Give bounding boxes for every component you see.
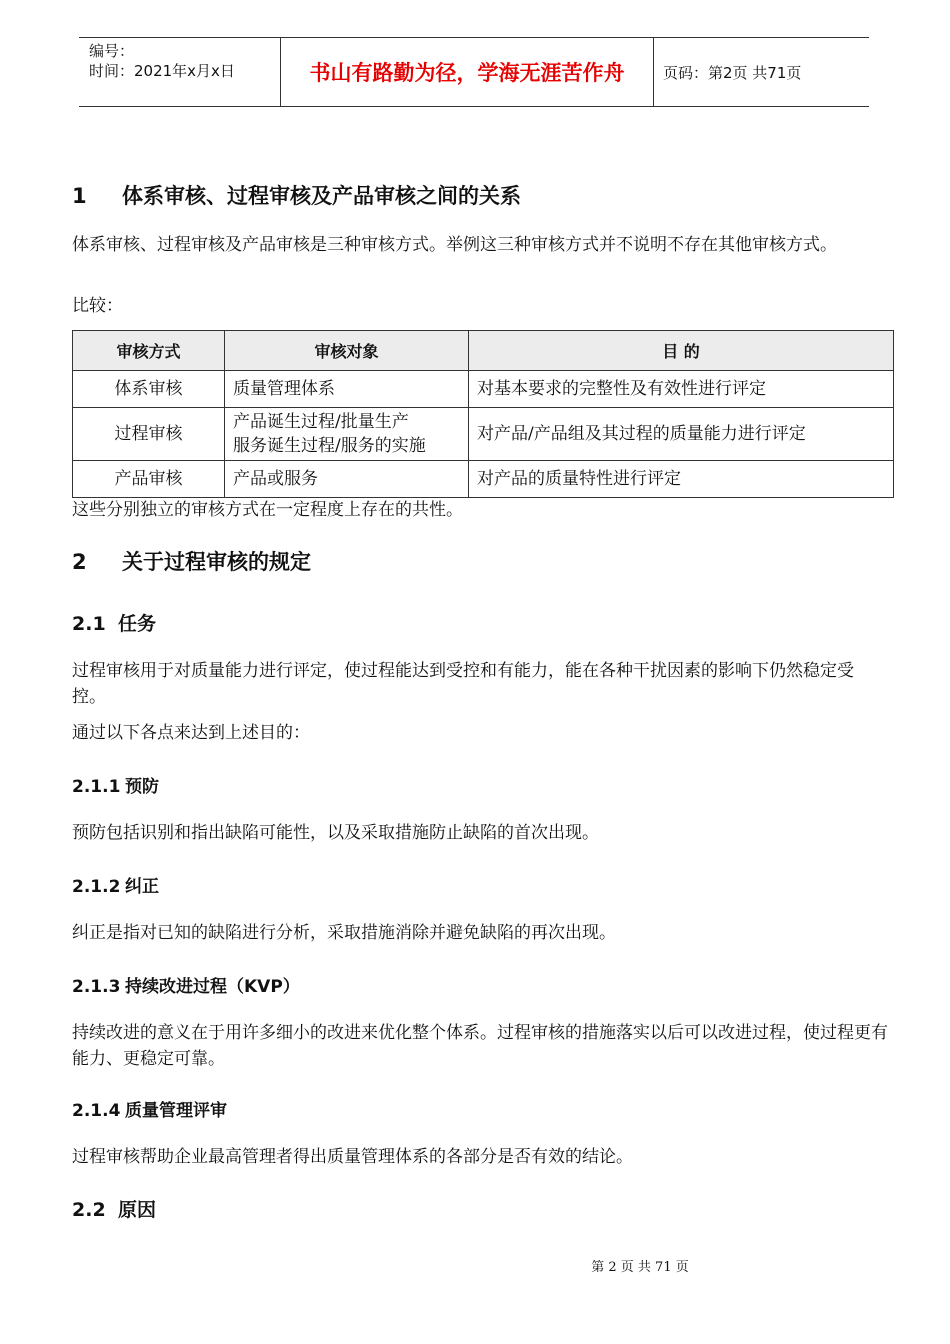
header-meta bbox=[79, 38, 281, 106]
paragraph: 持续改进的意义在于用许多细小的改进来优化整个体系。过程审核的措施落实以后可以改进过程，使过程更有能力、更稳定可靠。 bbox=[72, 1023, 888, 1069]
page-footer: 第 2 页 共 71 页 bbox=[591, 1260, 689, 1275]
paragraph: 过程审核用于对质量能力进行评定，使过程能达到受控和有能力，能在各种干扰因素的影响下仍然稳定受控。 bbox=[72, 661, 854, 707]
section-title: 关于过程审核的规定 bbox=[122, 550, 311, 574]
section-2-1-2-heading bbox=[72, 872, 159, 897]
table-cell: 质量管理体系 bbox=[225, 371, 469, 408]
section-title: 持续改进过程（KVP） bbox=[125, 977, 300, 997]
table-cell: 对基本要求的完整性及有效性进行评定 bbox=[469, 371, 894, 408]
table-header-cell: 审核对象 bbox=[225, 331, 469, 371]
header-page-info: 页码：第2页 共71页 bbox=[663, 63, 802, 82]
section-number: 2.1.1 bbox=[72, 777, 121, 797]
table-header-cell: 审核方式 bbox=[73, 331, 225, 371]
table-header-cell: 目 的 bbox=[469, 331, 894, 371]
header-motto: 书山有路勤为径，学海无涯苦作舟 bbox=[281, 38, 654, 106]
section-number: 2 bbox=[72, 550, 87, 574]
section-title: 预防 bbox=[125, 777, 159, 797]
table-row bbox=[73, 408, 894, 461]
table-cell: 对产品的质量特性进行评定 bbox=[469, 461, 894, 498]
paragraph: 这些分别独立的审核方式在一定程度上存在的共性。 bbox=[72, 500, 463, 520]
table-cell: 体系审核 bbox=[73, 371, 225, 408]
paragraph: 通过以下各点来达到上述目的： bbox=[72, 723, 310, 743]
paragraph: 过程审核帮助企业最高管理者得出质量管理体系的各部分是否有效的结论。 bbox=[72, 1147, 633, 1167]
header-number-label: 编号： bbox=[89, 42, 135, 60]
section-1-heading bbox=[72, 180, 521, 210]
table-row bbox=[73, 371, 894, 408]
section-title: 任务 bbox=[118, 613, 157, 635]
table-header-row bbox=[73, 331, 894, 371]
section-title: 体系审核、过程审核及产品审核之间的关系 bbox=[122, 184, 521, 208]
section-number: 1 bbox=[72, 184, 87, 208]
section-2-2-heading bbox=[72, 1195, 156, 1222]
table-cell: 产品诞生过程/批量生产 服务诞生过程/服务的实施 bbox=[225, 408, 469, 461]
paragraph: 体系审核、过程审核及产品审核是三种审核方式。举例这三种审核方式并不说明不存在其他审核方式。 bbox=[72, 235, 837, 255]
table-cell: 对产品/产品组及其过程的质量能力进行评定 bbox=[469, 408, 894, 461]
table-row bbox=[73, 461, 894, 498]
section-title: 原因 bbox=[118, 1199, 157, 1221]
page-header bbox=[79, 37, 869, 107]
section-2-1-4-heading bbox=[72, 1096, 227, 1121]
paragraph: 纠正是指对已知的缺陷进行分析，采取措施消除并避免缺陷的再次出现。 bbox=[72, 923, 616, 943]
header-time-label: 时间：2021年x月x日 bbox=[89, 62, 235, 80]
comparison-table bbox=[72, 330, 894, 498]
section-title: 质量管理评审 bbox=[125, 1101, 227, 1121]
section-2-1-1-heading bbox=[72, 772, 159, 797]
section-number: 2.2 bbox=[72, 1199, 106, 1221]
section-2-heading bbox=[72, 546, 311, 576]
paragraph: 预防包括识别和指出缺陷可能性，以及采取措施防止缺陷的首次出现。 bbox=[72, 823, 599, 843]
section-2-1-heading bbox=[72, 609, 156, 636]
section-2-1-3-heading bbox=[72, 972, 300, 997]
table-cell: 过程审核 bbox=[73, 408, 225, 461]
compare-label: 比较： bbox=[72, 296, 123, 316]
section-title: 纠正 bbox=[125, 877, 159, 897]
table-cell: 产品审核 bbox=[73, 461, 225, 498]
section-number: 2.1.4 bbox=[72, 1101, 121, 1121]
table-cell: 产品或服务 bbox=[225, 461, 469, 498]
section-number: 2.1.3 bbox=[72, 977, 121, 997]
section-number: 2.1 bbox=[72, 613, 106, 635]
section-number: 2.1.2 bbox=[72, 877, 121, 897]
